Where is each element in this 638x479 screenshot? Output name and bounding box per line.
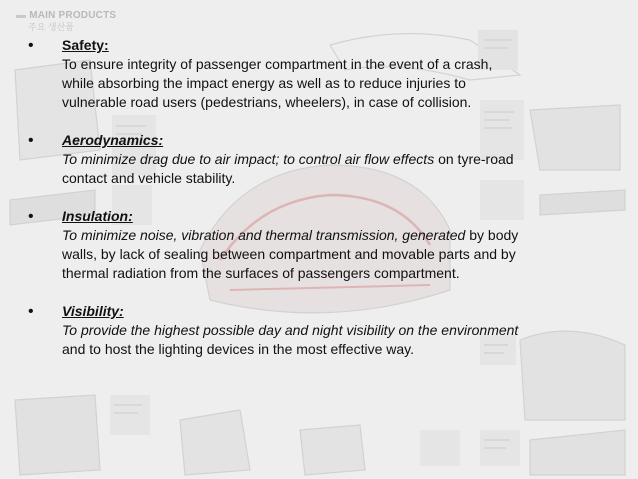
bullet-title: Aerodynamics: <box>62 132 164 148</box>
body-line-italic: To provide the highest possible day and night visibility on the environment <box>62 322 519 338</box>
body-line <box>62 150 618 169</box>
body-line: vulnerable road users (pedestrians, wheelers), in case of collision. <box>62 94 472 110</box>
bullet-title: Safety: <box>62 37 109 53</box>
header-dash-icon: ▬ <box>16 10 27 21</box>
body-line: thermal radiation from the surfaces of passengers compartment. <box>62 265 460 281</box>
body-line-italic: To minimize noise, vibration and thermal transmission, generated <box>62 227 466 243</box>
body-line-rest: by body <box>465 227 519 243</box>
bullet-dot: • <box>28 303 34 320</box>
header-title: MAIN PRODUCTS <box>29 10 117 21</box>
bullet-dot: • <box>28 37 34 54</box>
body-line-italic: To minimize drag due to air impact; to control air flow effects <box>62 151 435 167</box>
bullet-dot: • <box>28 132 34 149</box>
body-line: contact and vehicle stability. <box>62 170 236 186</box>
body-line: and to host the lighting devices in the most effective way. <box>62 341 415 357</box>
body-line-rest: on tyre-road <box>434 151 514 167</box>
section-header <box>16 9 116 33</box>
bullet-insulation <box>28 207 618 283</box>
bullet-body <box>62 226 618 283</box>
body-line <box>62 321 618 340</box>
bullet-title: Insulation: <box>62 208 133 224</box>
bullet-aerodynamics <box>28 131 618 188</box>
body-line: while absorbing the impact energy as well as to reduce injuries to <box>62 75 466 91</box>
bullet-dot: • <box>28 208 34 225</box>
header-subtitle: 주요 생산품 <box>28 22 74 32</box>
bullet-list <box>28 36 618 359</box>
body-line: walls, by lack of sealing between compartment and movable parts and by <box>62 246 516 262</box>
body-line <box>62 226 618 245</box>
bullet-body <box>62 55 618 112</box>
bullet-safety <box>28 36 618 112</box>
bullet-visibility <box>28 302 618 359</box>
bullet-body <box>62 150 618 188</box>
body-line: To ensure integrity of passenger compartment in the event of a crash, <box>62 56 493 72</box>
header-title-row <box>16 9 116 22</box>
bullet-title: Visibility: <box>62 303 124 319</box>
bullet-body <box>62 321 618 359</box>
